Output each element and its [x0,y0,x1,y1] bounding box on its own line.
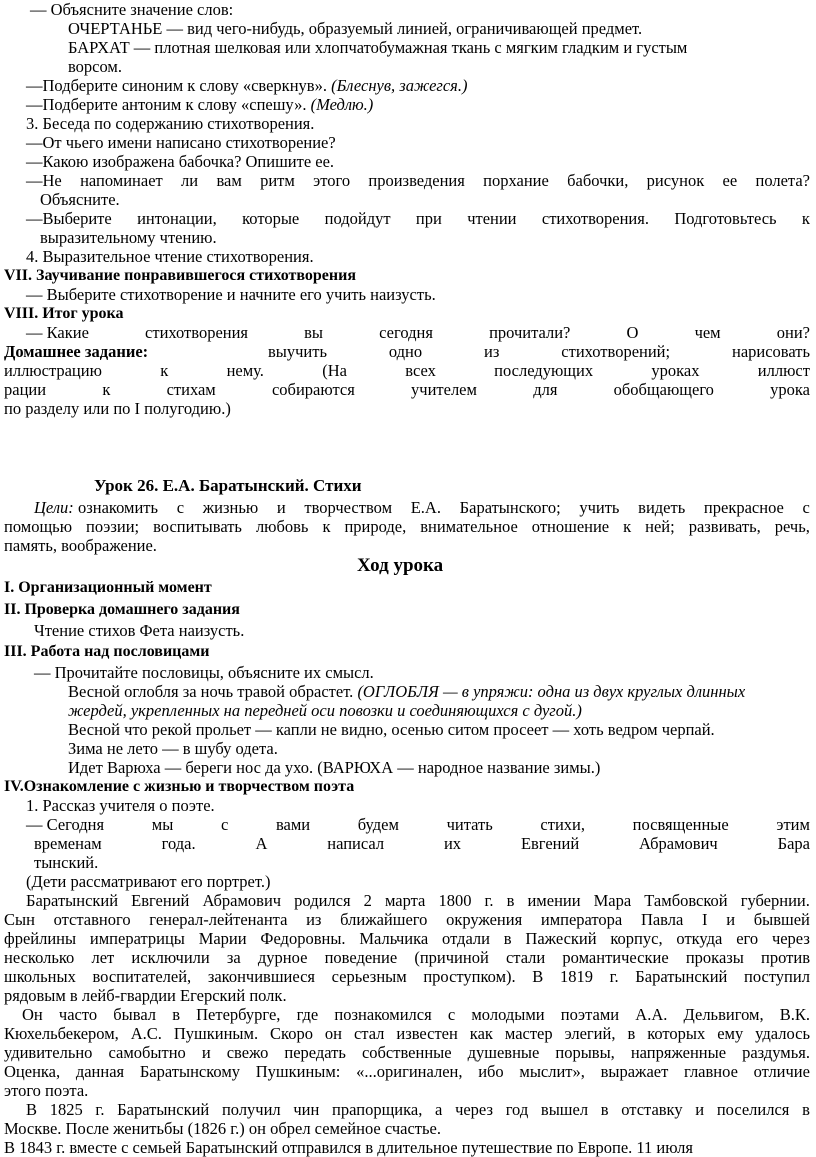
text-line: по разделу или по I полугодию.) [4,399,231,418]
justified-line [4,361,810,380]
word: Дельвигом, [683,1005,764,1024]
word: Оценка, [4,1062,61,1081]
word: будем [357,815,399,834]
word: вам [216,171,242,190]
justified-line [4,967,810,986]
word: марта [384,891,426,910]
word: стихотворения [145,323,249,342]
word: главное [684,1062,738,1081]
word: дурное [257,948,308,967]
word: в [172,1005,180,1024]
word: внимательное [420,517,518,536]
word: Баратынскому [139,1062,241,1081]
justified-line [4,517,810,536]
word: любовь [255,517,309,536]
word: В [532,967,544,986]
word: прекрасное [703,498,784,517]
word: ее [722,171,738,190]
justified-line [26,209,810,228]
text-line: 4. Выразительное чтение стихотворения. [26,247,314,266]
word: (причиной [414,948,489,967]
word: ему [717,1024,744,1043]
proverb-line [68,682,745,701]
word: бывшей [753,910,810,929]
word: Баратынский [26,891,119,910]
word: В.К. [779,1005,810,1024]
word: проступком). [423,967,516,986]
word: императрицы [89,929,185,948]
word: его [736,929,759,948]
word: урока [770,380,810,399]
word: несколько [4,948,75,967]
proverb-line: Зима не лето — в шубу одета. [68,739,278,758]
text-line: Москве. После женитьбы (1826 г.) он обрел семейное счастье. [4,1119,441,1138]
word: и [201,1043,211,1062]
word: которых [647,1024,706,1043]
word: — Сегодня [26,815,105,834]
word: этим [776,815,810,834]
word: поэзии; [86,517,140,536]
word: где [296,1005,319,1024]
word: вами [275,815,311,834]
word: произведения [368,171,465,190]
word: поведение [324,948,398,967]
word: Пажеский [525,929,597,948]
word: с [447,1005,456,1024]
section-heading: VII. Заучивание понравившегося стихотворения [4,267,356,284]
word: исключили [131,948,210,967]
word: Баратынского; [459,498,561,517]
word: закончившиеся [207,967,316,986]
word: корпус, [610,929,663,948]
word: отличие [753,1062,810,1081]
word: помощью [4,517,73,536]
text-line: 3. Беседа по содержанию стихотворения. [26,114,315,133]
text-line: выразительному чтению. [40,228,217,247]
word: подойдут [324,209,391,228]
word: к [801,209,810,228]
word: интонации, [137,209,217,228]
word: природе, [344,517,407,536]
word: лет [91,948,115,967]
section-heading: I. Организационный момент [4,579,212,596]
word: — Какие [26,323,89,342]
word: их [443,834,462,853]
word: творчеством [304,498,393,517]
word: в [802,1100,810,1119]
word: губернии. [740,891,810,910]
word: ознакомить [78,498,159,517]
word: напоминает [80,171,163,190]
justified-line [4,1062,810,1081]
text-line: тынский. [34,853,99,872]
word: А.С. [130,1024,162,1043]
word: из [306,910,322,929]
word: бывал [113,1005,157,1024]
word: вы [304,323,324,342]
word: к [102,380,111,399]
justified-line [4,380,810,399]
text-line: —От чьего имени написано стихотворение? [26,133,336,152]
word: Абрамович [639,834,718,853]
word: поэтами [560,1005,620,1024]
word: удивительно [4,1043,93,1062]
word: временам [34,834,102,853]
word: Е.А. [410,498,441,517]
word: ли [181,171,199,190]
word: Он [22,1005,43,1024]
word: генерал-лейтенанта [149,910,288,929]
text-line: — Объясните значение слов: [30,0,234,19]
word: к [623,517,632,536]
word: обобщающего [613,380,714,399]
word: познакомился [334,1005,432,1024]
justified-line [4,929,810,948]
word: всех [405,361,436,380]
proverb-note: жердей, укрепленных на передней оси повозки и соединяющихся с дугой.) [68,701,582,720]
word: откуда [676,929,723,948]
word: «...оригинален, [356,1062,463,1081]
word: год [505,1100,529,1119]
justified-line [26,323,810,342]
word: рисунок [646,171,705,190]
word: г. [95,1100,105,1119]
word: выражает [600,1062,669,1081]
word: —Не [26,171,62,190]
word: ней; [645,517,675,536]
text-line: —Какою изображена бабочка? Опишите ее. [26,152,335,171]
word: через [771,929,810,948]
word: прочитали? [489,323,571,342]
section-heading: IV.Ознакомление с жизнью и творчеством поэта [4,778,355,795]
word: читать [446,815,493,834]
word: Петербурге, [196,1005,281,1024]
word: жизнью [202,498,259,517]
word: порхание [483,171,549,190]
word: в [627,1024,636,1043]
word: Евгений [131,891,190,910]
word: с [176,498,185,517]
justified-line [4,910,810,929]
word: А [255,834,268,853]
word: часто [58,1005,98,1024]
word: а [435,1100,443,1119]
word: за [226,948,241,967]
word: отставку [621,1100,683,1119]
word: —Выберите [26,209,112,228]
word: императора [540,910,623,929]
word: серьезным [331,967,407,986]
word: Павла [640,910,684,929]
word: школьных [4,967,76,986]
answer-span: (Медлю.) [310,95,374,114]
section-heading: II. Проверка домашнего задания [4,601,240,618]
answer-span: (Блеснув, зажегся.) [331,76,468,95]
word: I [702,910,708,929]
justified-line [26,171,810,190]
word: полета? [755,171,810,190]
word: стихотворения. [541,209,649,228]
word: отдали [442,929,490,948]
word: Кюхельбекером, [4,1024,119,1043]
word: собственные [361,1043,452,1062]
text-line: Чтение стихов Фета наизусть. [34,621,245,640]
text-line: БАРХАТ — плотная шелковая или хлопчатобумажная ткань с мягким гладким и густым [68,38,688,57]
word: в [600,1100,609,1119]
word: А.А. [635,1005,668,1024]
word: Тамбовской [644,891,728,910]
word: чин [293,1100,320,1119]
word: отставного [53,910,131,929]
text-span: —Подберите синоним к слову «сверкнув». [26,76,332,95]
word: последующих [494,361,594,380]
word: учить [579,498,620,517]
text-line: Объясните. [40,190,120,209]
word: Пушкиным: [255,1062,341,1081]
word: Абрамович [202,891,282,910]
word: и [276,498,286,517]
word: развивать, [688,517,761,536]
word: бабочки, [567,171,629,190]
word: (На [322,361,347,380]
word: которые [242,209,300,228]
word: В [26,1100,38,1119]
word: мастер [504,1024,553,1043]
word: и [695,1100,705,1119]
word: 2 [363,891,372,910]
word: стали [505,948,546,967]
word: молодыми [471,1005,545,1024]
word: душевные [467,1043,540,1062]
text-span: —Подберите антоним к слову «спешу». [26,95,311,114]
word: получил [221,1100,281,1119]
word: Мара [593,891,632,910]
word: в [506,891,515,910]
word: романтические [562,948,669,967]
word: ритм [260,171,295,190]
justified-line [4,948,810,967]
word: поступил [744,967,810,986]
word: поселился [716,1100,790,1119]
word: стихотворений; [561,342,671,361]
word: ибо [478,1062,504,1081]
word: порывы, [555,1043,615,1062]
word: иллюст [757,361,810,380]
word: с [802,498,810,517]
justified-line [4,1024,810,1043]
word: видеть [638,498,686,517]
text-line: — Выберите стихотворение и начните его учить наизусть. [26,285,436,304]
word: стал [353,1024,385,1043]
homework-label: Домашнее задание: [4,342,149,361]
goals-label: Цели: [34,498,74,517]
word: Баратынский [117,1100,210,1119]
word: выучить [268,342,327,361]
word: Бара [777,834,810,853]
word: фрейлины [4,929,77,948]
justified-line [22,1005,810,1024]
word: как [469,1024,493,1043]
word: вышел [540,1100,589,1119]
word: свежо [226,1043,269,1062]
word: Федоровны. [260,929,346,948]
word: проказы [685,948,744,967]
word: для [533,380,558,399]
word: в [503,929,512,948]
word: он [324,1024,343,1043]
word: рации [4,380,47,399]
word: Марии [198,929,247,948]
text-line: ОЧЕРТАНЬЕ — вид чего-нибудь, образуемый линией, ограничивающей предмет. [68,19,643,38]
word: имении [527,891,581,910]
word: этого [313,171,351,190]
word: одно [388,342,423,361]
word: окружения [446,910,523,929]
word: через [455,1100,493,1119]
word: нарисовать [731,342,810,361]
word: передать [284,1043,346,1062]
text-line: этого поэта. [4,1081,89,1100]
text-line: В 1843 г. вместе с семьей Баратынский отправился в длительное путешествие по Европе. 11 июля [4,1138,693,1157]
word: Скоро [270,1024,313,1043]
word: с [220,815,229,834]
word: к [322,517,331,536]
word: элегий, [564,1024,616,1043]
word: посвященные [632,815,729,834]
word: воспитателей, [92,967,192,986]
word: и [726,910,736,929]
word: собираются [271,380,355,399]
justified-line [4,1043,810,1062]
word: иллюстрацию [4,361,102,380]
word: учителем [411,380,477,399]
word: ближайшего [340,910,428,929]
word: прапорщика, [332,1100,423,1119]
text-line: рядовым в лейб-гвардии Егерский полк. [4,986,287,1005]
word: против [761,948,810,967]
word: раздумья. [742,1043,810,1062]
word: нему. [226,361,264,380]
word: отношение [531,517,610,536]
word: удалось [755,1024,810,1043]
word: Евгений [520,834,580,853]
word: мы [151,815,174,834]
word: г. [609,967,619,986]
word: 1800 [438,891,472,910]
word: родился [294,891,351,910]
text-line: 1. Рассказ учителя о поэте. [26,796,215,815]
text-line: — Прочитайте пословицы, объясните их смысл. [34,663,374,682]
text-line [26,95,373,114]
word: Подготовьтесь [674,209,777,228]
justified-line [26,1100,810,1119]
word: из [484,342,500,361]
word: 1825 [49,1100,83,1119]
text-line: (Дети рассматривают его портрет.) [26,872,271,891]
proverb-note: (ОГЛОБЛЯ — в упряжи: одна из двух круглых длинных [357,682,746,701]
word: Пушкиным. [173,1024,259,1043]
lesson-title: Урок 26. Е.А. Баратынский. Стихи [94,476,362,495]
text-line [26,76,467,95]
justified-line [34,834,810,853]
justified-line [268,342,810,361]
word: при [415,209,442,228]
word: 1819 [559,967,593,986]
word: написал [327,834,385,853]
justified-line [26,891,810,910]
word: О [626,323,639,342]
word: года. [161,834,196,853]
word: стихам [166,380,216,399]
word: они? [776,323,810,342]
proverb-line: Весной что рекой прольет — капли не видно, осенью ситом просеет — хоть ведром черпай. [68,720,715,739]
word: данная [75,1062,125,1081]
word: уроках [651,361,700,380]
justified-line [26,815,810,834]
word: Сын [4,910,35,929]
word: чем [694,323,721,342]
course-heading: Ход урока [357,555,444,576]
word: самобытно [108,1043,186,1062]
word: воспитывать [153,517,242,536]
proverb-line: Идет Варюха — береги нос да ухо. (ВАРЮХА — народное название зимы.) [68,758,601,777]
text-line: ворсом. [68,57,123,76]
justified-line [78,498,810,517]
word: г. [484,891,494,910]
word: сегодня [379,323,433,342]
word: чтении [467,209,517,228]
word: известен [396,1024,458,1043]
word: к [160,361,169,380]
section-heading: VIII. Итог урока [4,305,124,322]
word: мыслит», [519,1062,585,1081]
word: речь, [774,517,810,536]
word: Баратынский [635,967,728,986]
proverb-text: Весной оглобля за ночь травой обрастет. [68,682,358,701]
word: Мальчика [359,929,429,948]
section-heading: III. Работа над пословицами [4,643,210,660]
word: стихи, [540,815,585,834]
word: напряженные [630,1043,727,1062]
text-line: память, воображение. [4,536,157,555]
